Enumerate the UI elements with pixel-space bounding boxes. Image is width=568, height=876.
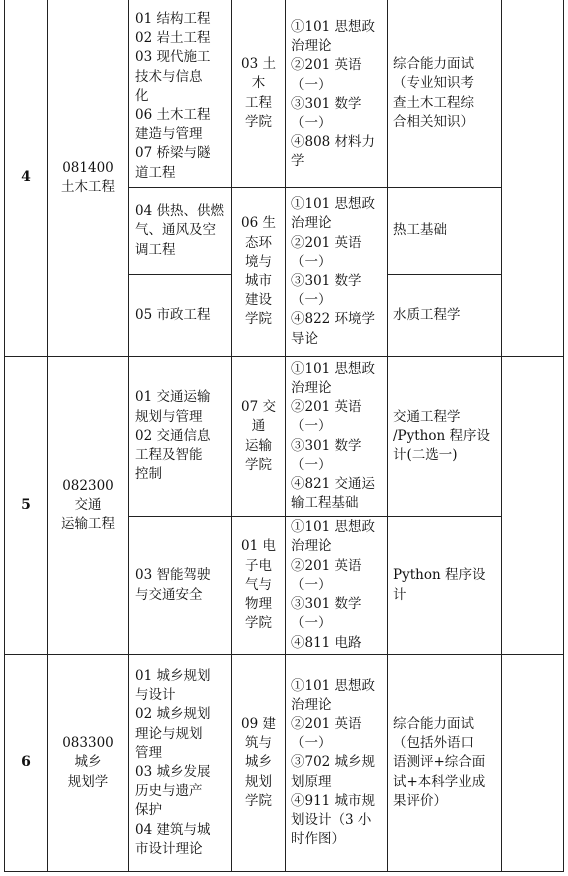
major-cell xyxy=(48,655,128,871)
college-name: 06 生 态环 境与 城市 建设 学院 xyxy=(241,215,276,328)
retest-subject: 水质工程学 xyxy=(393,306,461,323)
exam-subjects: ①101 思想政 治理论 ②201 英语 （一） ③301 数学 （一） ④821 交通运 输工程基础 xyxy=(291,360,376,512)
exam-subjects-cell xyxy=(291,357,386,516)
research-directions: 01 结构工程 02 岩土工程 03 现代施工 技术与信息 化 06 土木工程 建造与管理 07 桥梁与隧 道工程 xyxy=(135,11,211,181)
major-name: 081400 土木工程 xyxy=(61,159,115,195)
exam-subjects: ①101 思想政 治理论 ②201 英语 （一） ③301 数学 （一） ④822 环境学 导论 xyxy=(291,196,376,347)
row-number: 4 xyxy=(21,169,31,186)
retest-subject: 综合能力面试 （包括外语口 语测评+综合面 试+本科学业成 果评价） xyxy=(393,715,486,809)
research-directions-cell xyxy=(135,517,229,654)
retest-cell xyxy=(393,0,499,187)
major-name: 083300 城乡 规划学 xyxy=(62,735,114,790)
retest-cell xyxy=(393,357,499,516)
research-directions: 04 供热、供燃 气、通风及空 调工程 xyxy=(135,203,224,258)
college-cell xyxy=(232,357,285,516)
research-directions-cell xyxy=(135,275,229,356)
exam-subjects: ①101 思想政 治理论 ②201 英语 （一） ③702 城乡规 划原理 ④911 城市规 划设计（3 小 时作图） xyxy=(291,677,376,848)
research-directions-cell xyxy=(135,357,229,516)
exam-subjects-cell xyxy=(291,655,386,871)
retest-subject: Python 程序设 计 xyxy=(393,567,486,603)
research-directions: 01 城乡规划 与设计 02 城乡规划 理论与规划 管理 03 城乡发展 历史与遗产 保护 04 建筑与城 市设计理论 xyxy=(135,667,211,857)
college-cell xyxy=(232,188,285,356)
college-name: 09 建 筑与 城乡 规划 学院 xyxy=(241,715,276,809)
retest-cell xyxy=(393,517,499,654)
college-cell xyxy=(232,517,285,654)
research-directions-cell xyxy=(135,655,229,871)
retest-subject: 热工基础 xyxy=(393,222,447,239)
college-name: 03 土 木 工程 学院 xyxy=(241,56,276,130)
retest-cell xyxy=(393,275,499,356)
row-number: 6 xyxy=(21,754,31,771)
major-cell xyxy=(48,0,128,356)
exam-subjects-cell xyxy=(291,188,386,356)
exam-subjects: ①101 思想政 治理论 ②201 英语 （一） ③301 数学 （一） ④811 电路 xyxy=(291,519,376,651)
row-number: 5 xyxy=(21,496,31,513)
college-cell xyxy=(232,655,285,871)
major-cell xyxy=(48,357,128,654)
college-name: 07 交 通 运输 学院 xyxy=(241,399,276,473)
retest-subject: 综合能力面试 （专业知识考 查土木工程综 合相关知识） xyxy=(393,56,474,130)
retest-cell xyxy=(393,188,499,274)
college-cell xyxy=(232,0,285,187)
research-directions-cell xyxy=(135,188,229,274)
retest-cell xyxy=(393,655,499,871)
research-directions: 05 市政工程 xyxy=(135,306,211,323)
research-directions: 03 智能驾驶 与交通安全 xyxy=(135,567,211,603)
retest-subject: 交通工程学 /Python 程序设 计(二选一) xyxy=(393,408,490,464)
exam-subjects-cell xyxy=(291,517,386,654)
college-name: 01 电 子电 气与 物理 学院 xyxy=(241,538,276,632)
exam-subjects: ①101 思想政 治理论 ②201 英语 （一） ③301 数学 （一） ④808 材料力 学 xyxy=(291,19,376,170)
major-name: 082300 交通 运输工程 xyxy=(61,477,115,533)
research-directions: 01 交通运输 规划与管理 02 交通信息 工程及智能 控制 xyxy=(135,389,211,483)
